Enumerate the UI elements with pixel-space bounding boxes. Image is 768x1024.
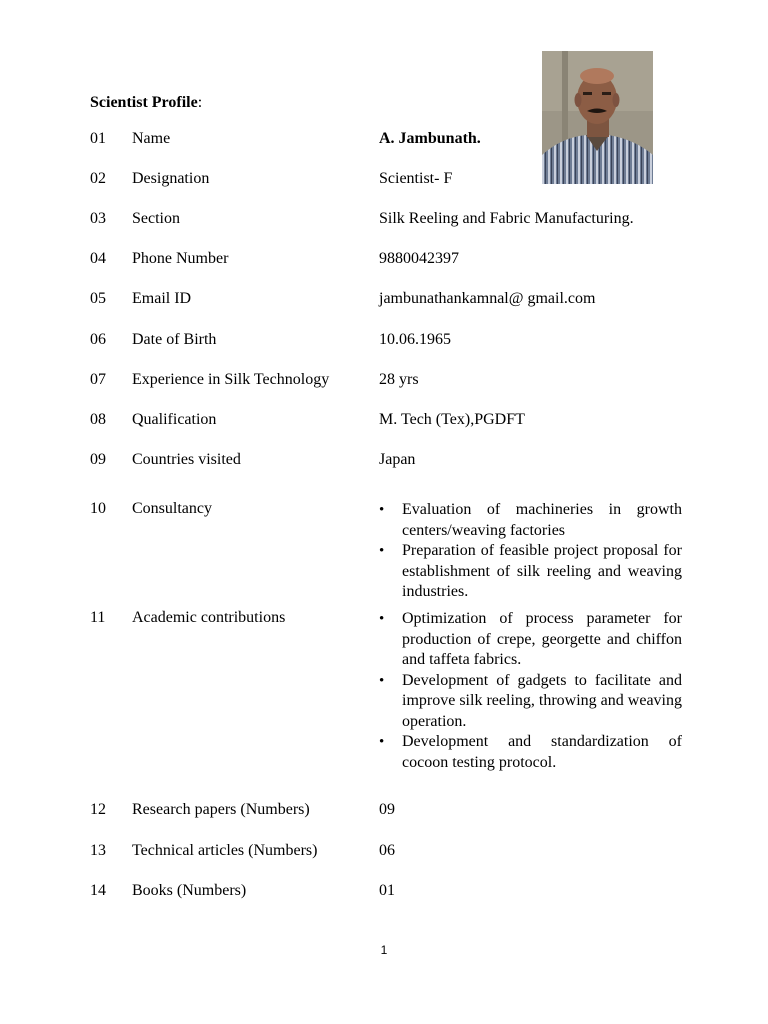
row-number: 02 (90, 170, 106, 187)
row-label: Technical articles (Numbers) (132, 842, 318, 859)
row-label: Consultancy (132, 500, 212, 517)
row-number: 13 (90, 842, 106, 859)
row-value: Silk Reeling and Fabric Manufacturing. (379, 210, 634, 227)
row-value: 28 yrs (379, 371, 419, 388)
row-label: Experience in Silk Technology (132, 371, 330, 388)
email-value: jambunathankamnal@ gmail.com (379, 290, 596, 307)
heading-title: Scientist Profile (90, 94, 198, 111)
page-number: 1 (380, 943, 388, 957)
row-number: 12 (90, 801, 106, 818)
row-label: Date of Birth (132, 331, 217, 348)
bullet-item: • Development of gadgets to facilitate and improve silk reeling, throwing and weaving operation. (379, 671, 682, 733)
row-value: 01 (379, 882, 395, 899)
row-number: 09 (90, 451, 106, 468)
row-label: Section (132, 210, 180, 227)
bullet-item: • Development and standardization of cocoon testing protocol. (379, 732, 682, 773)
row-label: Qualification (132, 411, 217, 428)
row-label: Designation (132, 170, 210, 187)
bullet-item: • Evaluation of machineries in growth centers/weaving factories (379, 500, 682, 541)
row-number: 03 (90, 210, 106, 227)
row-label: Name (132, 130, 171, 147)
row-number: 14 (90, 882, 106, 899)
row-number: 08 (90, 411, 106, 428)
row-bullet-list (379, 609, 682, 773)
row-bullet-list (379, 500, 682, 603)
row-number: 05 (90, 290, 106, 307)
row-value: Scientist- F (379, 170, 453, 187)
row-value: Japan (379, 451, 416, 468)
row-value: 10.06.1965 (379, 331, 451, 348)
page-heading (90, 93, 202, 113)
bullet-item: • Optimization of process parameter for production of crepe, georgette and chiffon and taffeta fabrics. (379, 609, 682, 671)
profile-photo (542, 51, 653, 184)
row-number: 10 (90, 500, 106, 517)
row-value: M. Tech (Tex),PGDFT (379, 411, 525, 428)
row-label: Email ID (132, 290, 192, 307)
row-value: 06 (379, 842, 395, 859)
row-label: Countries visited (132, 451, 241, 468)
row-value: 9880042397 (379, 250, 459, 267)
row-number: 11 (90, 609, 106, 626)
portrait-image (542, 51, 653, 184)
row-number: 01 (90, 130, 106, 147)
row-value: 09 (379, 801, 395, 818)
row-label: Phone Number (132, 250, 229, 267)
row-label: Academic contributions (132, 609, 286, 626)
row-number: 06 (90, 331, 106, 348)
row-value: A. Jambunath. (379, 130, 481, 147)
heading-colon: : (197, 94, 203, 111)
bullet-item: • Preparation of feasible project proposal for establishment of silk reeling and weaving industries. (379, 541, 682, 603)
row-label: Books (Numbers) (132, 882, 247, 899)
row-number: 07 (90, 371, 106, 388)
row-number: 04 (90, 250, 106, 267)
row-label: Research papers (Numbers) (132, 801, 310, 818)
